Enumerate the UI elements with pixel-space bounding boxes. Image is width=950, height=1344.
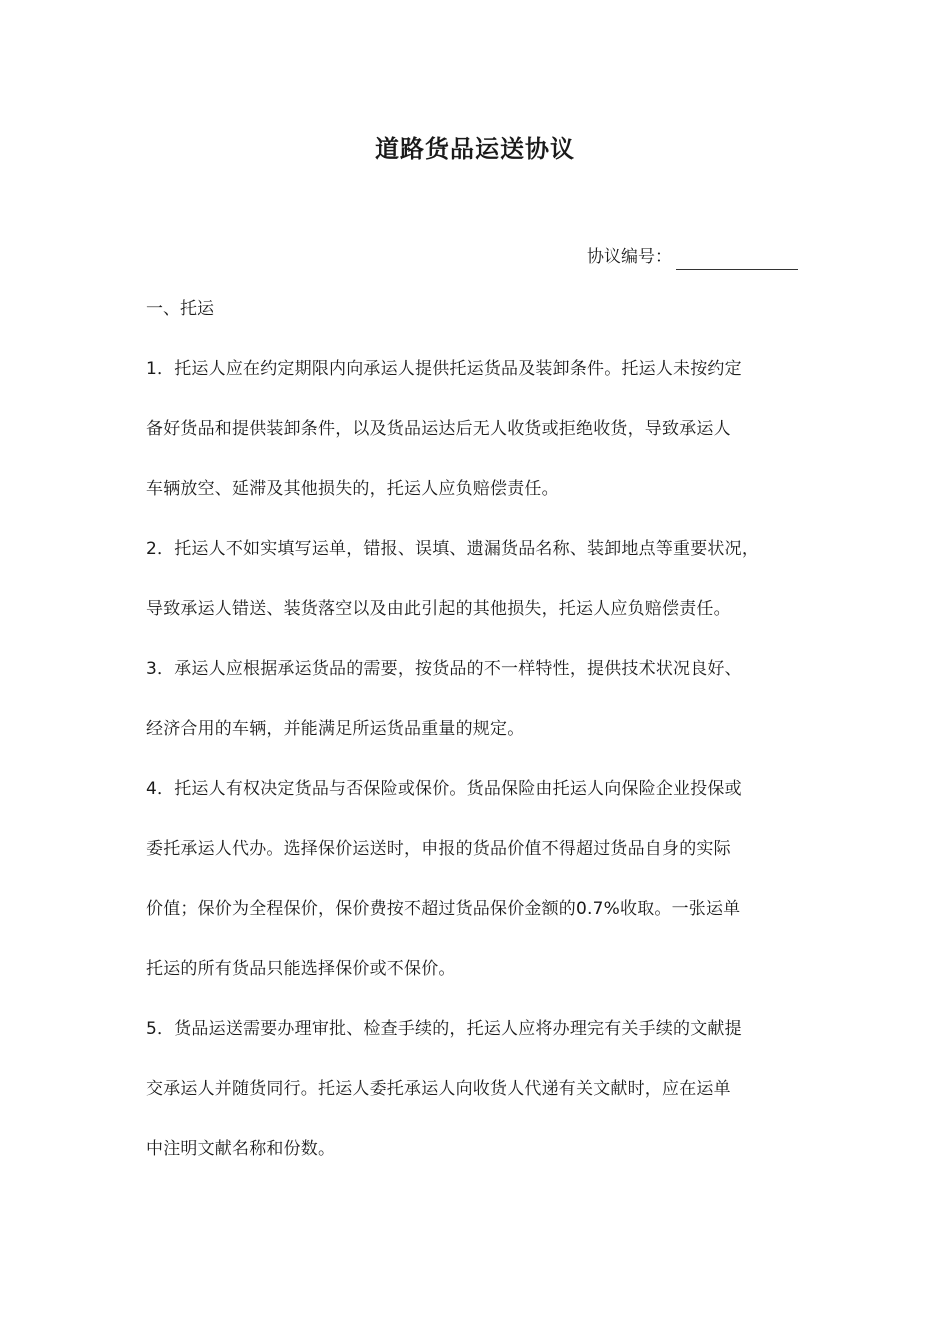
paragraph-line: 价值；保价为全程保价，保价费按不超过货品保价金额的0.7%收取。一张运单 xyxy=(146,899,741,919)
paragraph-line: 交承运人并随货同行。托运人委托承运人向收货人代递有关文献时，应在运单 xyxy=(146,1079,731,1099)
paragraph-line: 托运的所有货品只能选择保价或不保价。 xyxy=(146,959,456,979)
section-heading: 一、托运 xyxy=(146,299,214,319)
paragraph-line: 中注明文献名称和份数。 xyxy=(146,1139,336,1159)
document-title: 道路货品运送协议 xyxy=(375,135,575,163)
paragraph-line: 3．承运人应根据承运货品的需要，按货品的不一样特性，提供技术状况良好、 xyxy=(146,659,742,679)
paragraph-line: 经济合用的车辆，并能满足所运货品重量的规定。 xyxy=(146,719,525,739)
paragraph-line: 5．货品运送需要办理审批、检查手续的，托运人应将办理完有关手续的文献提 xyxy=(146,1019,742,1039)
paragraph-line: 2．托运人不如实填写运单，错报、误填、遗漏货品名称、装卸地点等重要状况， xyxy=(146,539,760,559)
agreement-number-row xyxy=(587,244,798,270)
paragraph-line: 4．托运人有权决定货品与否保险或保价。货品保险由托运人向保险企业投保或 xyxy=(146,779,742,799)
agreement-number-blank xyxy=(676,251,798,270)
paragraph-line: 车辆放空、延滞及其他损失的，托运人应负赔偿责任。 xyxy=(146,479,559,499)
paragraph-line: 备好货品和提供装卸条件，以及货品运达后无人收货或拒绝收货，导致承运人 xyxy=(146,419,731,439)
paragraph-line: 1．托运人应在约定期限内向承运人提供托运货品及装卸条件。托运人未按约定 xyxy=(146,359,742,379)
paragraph-line: 委托承运人代办。选择保价运送时，申报的货品价值不得超过货品自身的实际 xyxy=(146,839,731,859)
paragraph-line: 导致承运人错送、装货落空以及由此引起的其他损失，托运人应负赔偿责任。 xyxy=(146,599,731,619)
agreement-number-label: 协议编号： xyxy=(587,247,672,267)
